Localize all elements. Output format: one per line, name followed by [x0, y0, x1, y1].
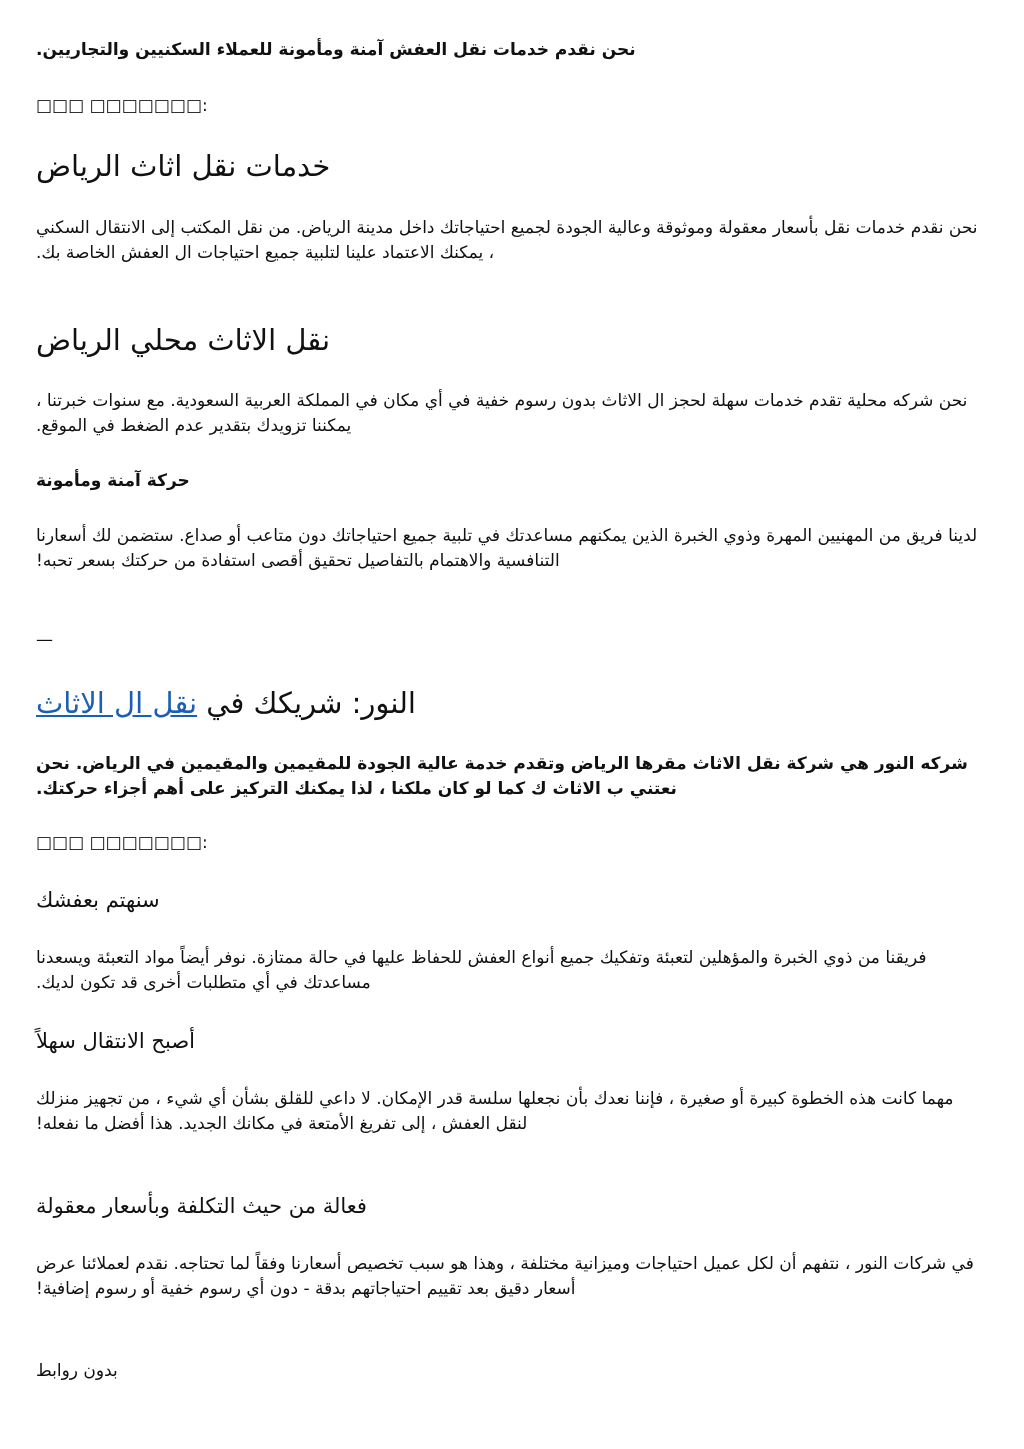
section-body-riyadh-furniture: نحن نقدم خدمات نقل بأسعار معقولة وموثوقة وعالية الجودة لجميع احتياجاتك داخل مدينة الرياض. من نقل المكتب إلى الانتقال السكني ، يمكنك الاعتماد علينا لتلبية جميع احتياجات ال العفش الخاصة بك.	[36, 218, 978, 263]
section-body-care-furniture: فريقنا من ذوي الخبرة والمؤهلين لتعبئة وتفكيك جميع أنواع العفش للحفاظ عليها في حالة ممتازة. نوفر أيضاً مواد التعبئة ويسعدنا مساعدتك في أي متطلبات أخرى قد تكون لديك.	[36, 948, 927, 993]
section-label: □□□ □□□□□□□:	[36, 96, 208, 116]
divider: —	[36, 630, 53, 650]
section-body-safe-move: لدينا فريق من المهنيين المهرة وذوي الخبرة الذين يمكنهم مساعدتك في تلبية جميع احتياجاتك دون متاعب أو صداع. ستضمن لك أسعارنا التنافسية والاهتمام بالتفاصيل تحقيق أقصى استفادة من حركتك بسعر تحبه!	[36, 526, 978, 571]
section-body-local-moving: نحن شركه محلية تقدم خدمات سهلة لحجز ال الاثاث بدون رسوم خفية في أي مكان في المملكة العربية السعودية. مع سنوات خبرتنا ، يمكننا تزويدك بتقدير عدم الضغط في الموقع.	[36, 391, 968, 436]
footer-line: بدون روابط	[36, 1361, 118, 1381]
main-heading-prefix: النور: شريكك في	[197, 686, 416, 720]
section-title-care-furniture: سنهتم بعفشك	[36, 888, 160, 912]
section-body-easy-move: مهما كانت هذه الخطوة كبيرة أو صغيرة ، فإننا نعدك بأن نجعلها سلسة قدر الإمكان. لا داعي للقلق بشأن أي شيء ، من تجهيز منزلك لنقل العفش ، إلى تفريغ الأمتعة في مكانك الجديد. هذا أفضل ما نفعله!	[36, 1089, 954, 1134]
main-heading	[36, 685, 988, 721]
section-body-cost-effective: في شركات النور ، نتفهم أن لكل عميل احتياجات وميزانية مختلفة ، وهذا هو سبب تخصيص أسعارنا وفقاً لما تحتاجه. نقدم لعملائنا عرض أسعار دقيق بعد تقييم احتياجاتهم بدقة - دون أي رسوم خفية أو رسوم إضافية!	[36, 1254, 974, 1299]
section-title-riyadh-furniture: خدمات نقل اثاث الرياض	[36, 149, 331, 183]
section-title-safe-move: حركة آمنة ومأمونة	[36, 471, 190, 491]
intro-paragraph: نحن نقدم خدمات نقل العفش آمنة ومأمونة للعملاء السكنيين والتجاريين.	[36, 40, 636, 60]
section-title-cost-effective: فعالة من حيث التكلفة وبأسعار معقولة	[36, 1194, 367, 1218]
section-title-local-moving: نقل الاثاث محلي الرياض	[36, 323, 331, 357]
section-label: □□□ □□□□□□□:	[36, 833, 208, 853]
about-paragraph: شركه النور هي شركة نقل الاثاث مقرها الرياض وتقدم خدمة عالية الجودة للمقيمين والمقيمين في الرياض. نحن نعتني ب الاثاث ك كما لو كان ملكنا ، لذا يمكنك التركيز على أهم أجزاء حركتك.	[36, 754, 968, 799]
section-title-easy-move: أصبح الانتقال سهلاً	[36, 1029, 195, 1053]
moving-furniture-link[interactable]: نقل ال الاثاث	[36, 686, 198, 720]
